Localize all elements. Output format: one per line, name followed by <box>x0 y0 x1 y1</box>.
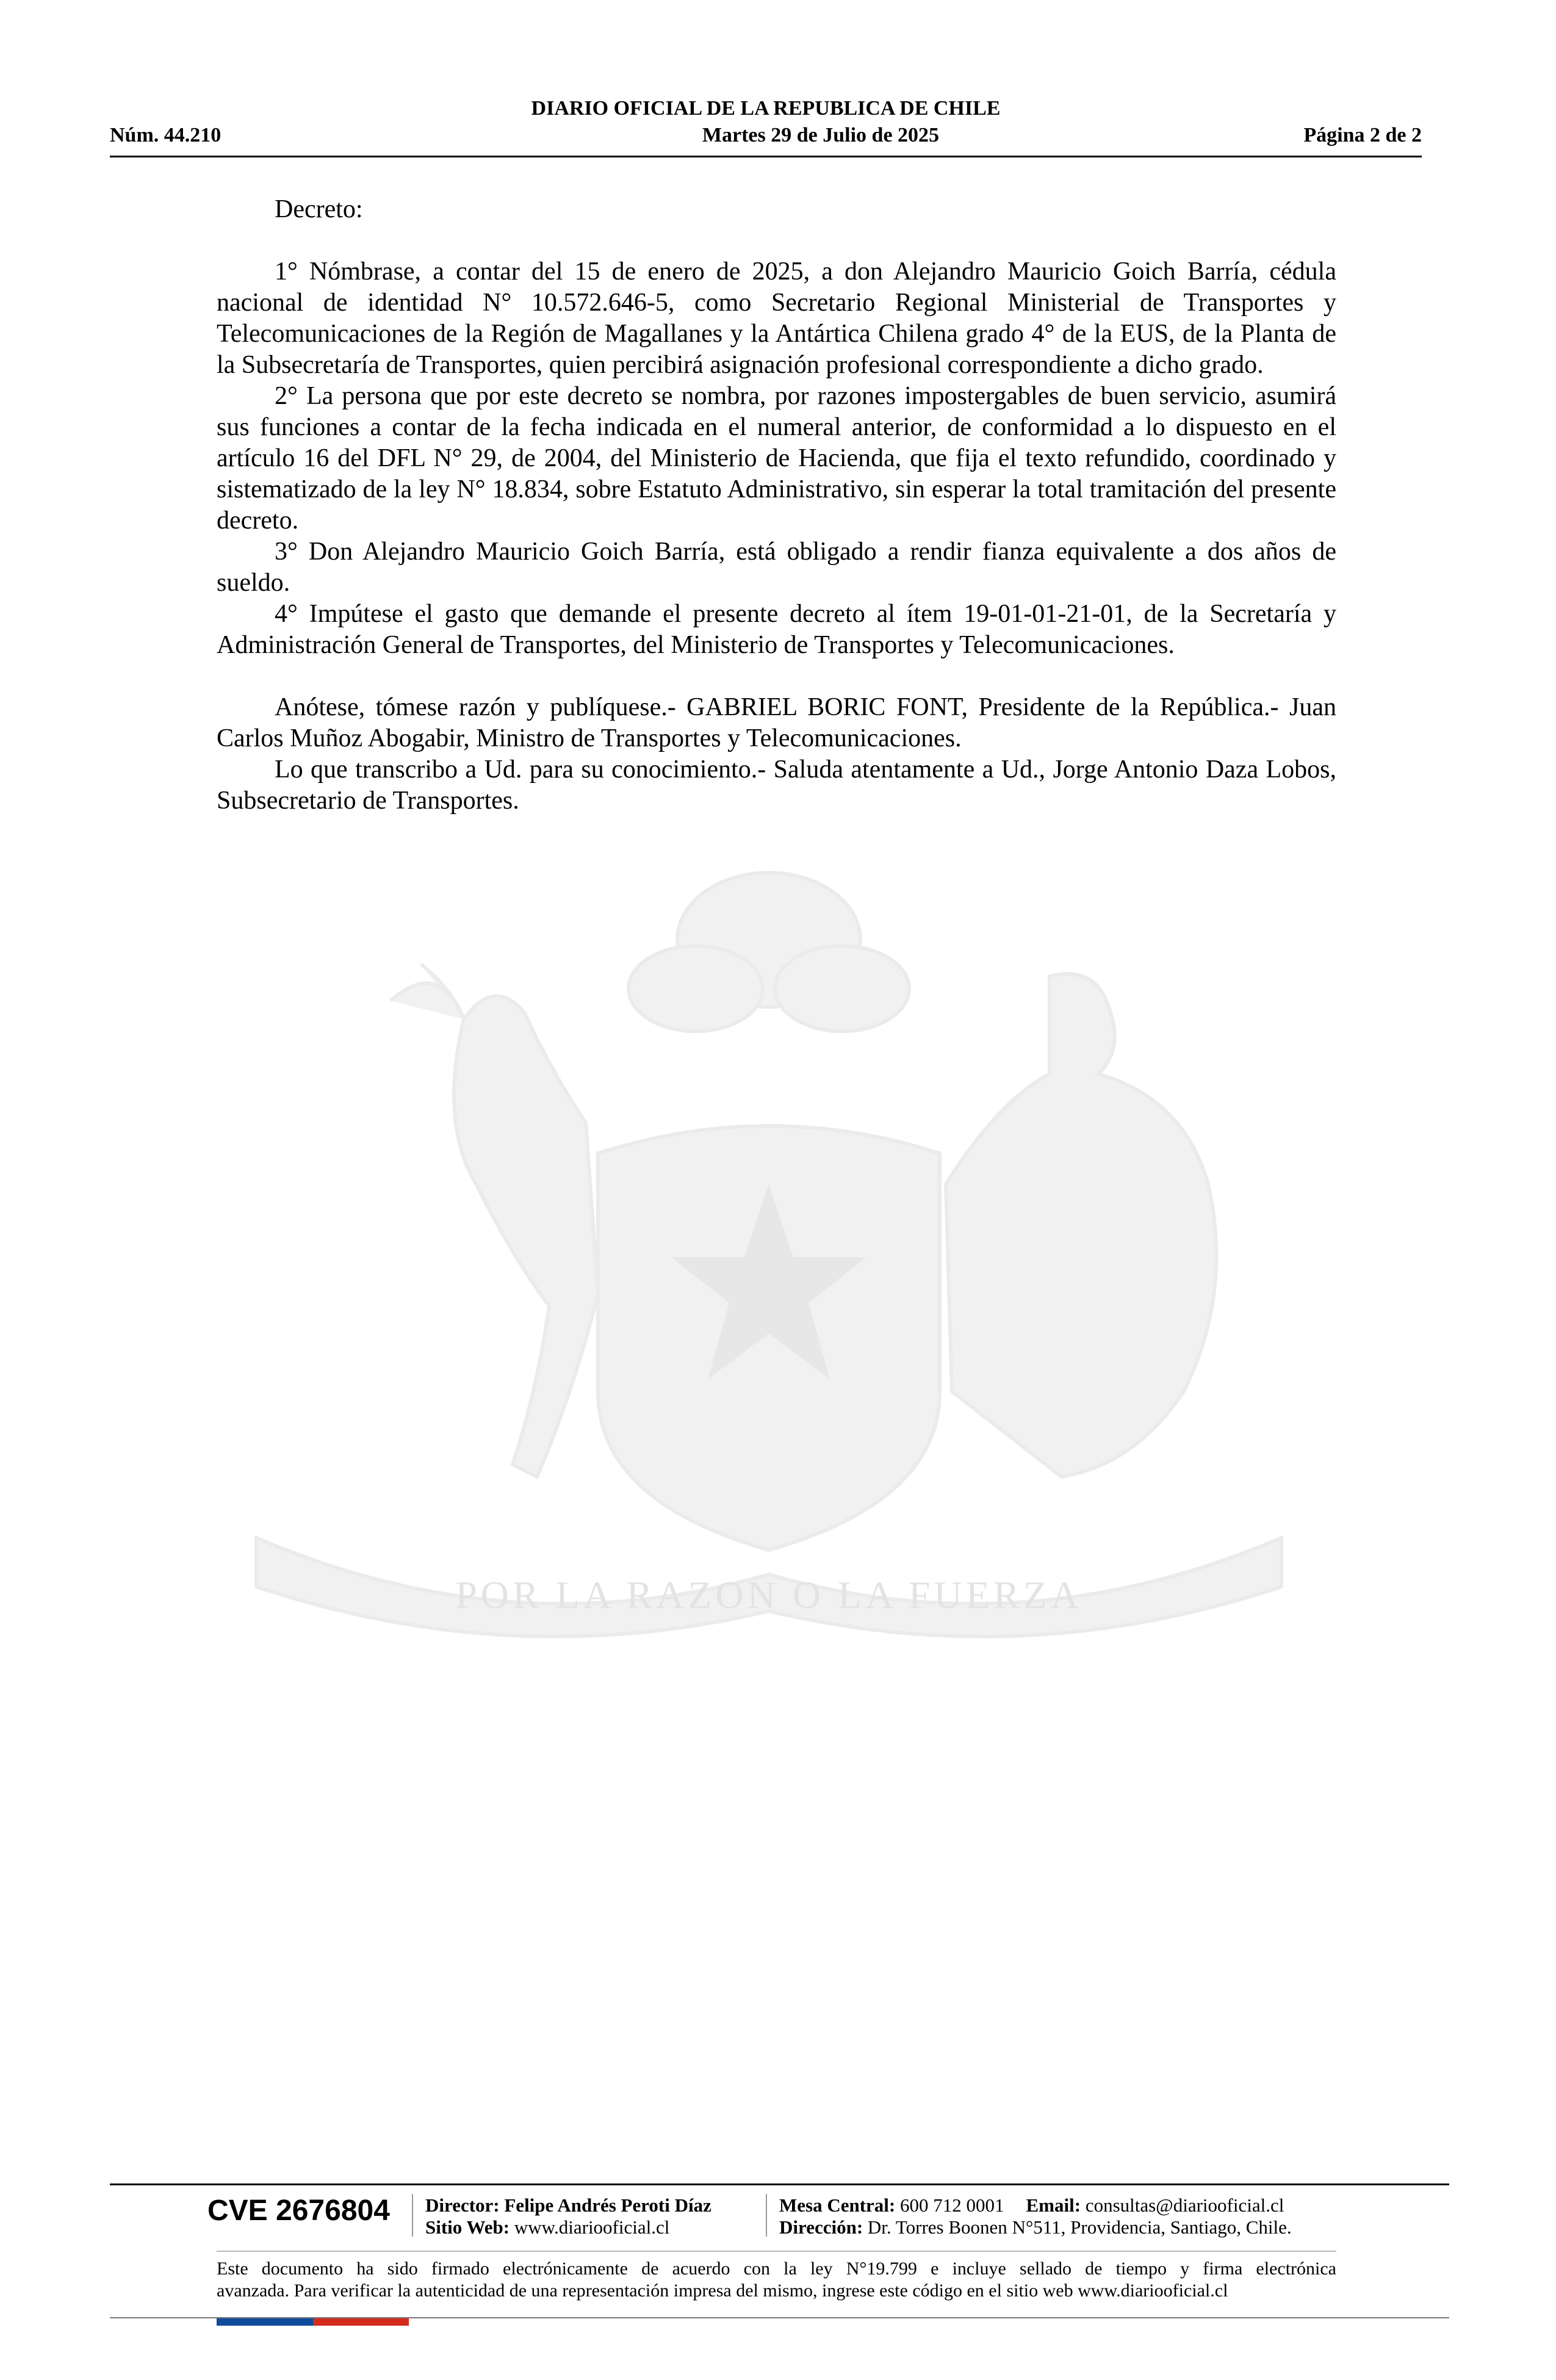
issue-number: Núm. 44.210 <box>110 124 222 146</box>
director-name: Felipe Andrés Peroti Díaz <box>504 2194 711 2216</box>
article-2: 2° La persona que por este decreto se nombra, por razones impostergables de buen servicio, asumirá sus funciones a contar de la fecha indicada en el numeral anterior, de conformidad a lo dispuesto en el artículo 16 del DFL N° 29, de 2004, del Ministerio de Hacienda, que fija el texto refundido, coordinado y sistematizado de la ley N° 18.834, sobre Estatuto Administrativo, sin esperar la total tramitación del presente decreto. <box>217 382 1336 535</box>
mesa-phone: 600 712 0001 <box>900 2194 1004 2216</box>
signature-paragraph: Anótese, tómese razón y publíquese.- GABRIEL BORIC FONT, Presidente de la República.- Juan Carlos Muñoz Abogabir, Ministro de Transportes y Telecomunicaciones. <box>217 693 1336 752</box>
cve-code: CVE 2676804 <box>207 2194 390 2227</box>
address-label: Dirección: <box>779 2216 863 2238</box>
signature-note <box>217 2258 1336 2302</box>
watermark-motto: POR LA RAZON O LA FUERZA <box>455 1573 1082 1617</box>
header-divider <box>110 156 1422 157</box>
flag-stripe-blue <box>217 2318 313 2326</box>
mesa-label: Mesa Central: <box>779 2194 896 2216</box>
footer-director-block <box>425 2194 711 2238</box>
footer-separator <box>412 2194 413 2237</box>
email-label: Email: <box>1026 2194 1081 2216</box>
director-label: Director: <box>425 2194 500 2216</box>
newspaper-title: DIARIO OFICIAL DE LA REPUBLICA DE CHILE <box>531 97 1001 120</box>
web-link[interactable]: www.diariooficial.cl <box>514 2216 670 2238</box>
address-value: Dr. Torres Boonen N°511, Providencia, Santiago, Chile. <box>867 2216 1292 2238</box>
page-number: Página 2 de 2 <box>1303 124 1422 146</box>
signature-note-line1: Este documento ha sido firmado electrónicamente de acuerdo con la ley N°19.799 e incluye sellado de tiempo y firma electrónica <box>217 2259 1336 2279</box>
signature-note-line2: avanzada. Para verificar la autenticidad de una representación impresa del mismo, ingrese este código en el sitio web www.diariooficial.cl <box>217 2281 1228 2301</box>
footer-divider-mid <box>217 2251 1336 2252</box>
issue-date: Martes 29 de Julio de 2025 <box>702 124 940 146</box>
article-3: 3° Don Alejandro Mauricio Goich Barría, está obligado a rendir fianza equivalente a dos años de sueldo. <box>217 538 1336 597</box>
footer-contact-block <box>779 2194 1292 2238</box>
footer-separator <box>766 2194 767 2237</box>
footer-divider-top <box>110 2183 1449 2185</box>
chile-coat-of-arms-watermark-icon <box>207 867 1330 1672</box>
flag-stripe-red <box>313 2318 409 2326</box>
decree-body <box>217 194 1336 817</box>
article-4: 4° Impútese el gasto que demande el presente decreto al ítem 19-01-01-21-01, de la Secretaría y Administración General de Transportes, del Ministerio de Transportes y Telecomunicaciones. <box>217 600 1336 659</box>
web-label: Sitio Web: <box>425 2216 510 2238</box>
article-1: 1° Nómbrase, a contar del 15 de enero de 2025, a don Alejandro Mauricio Goich Barría, cédula nacional de identidad N° 10.572.646-5, como Secretario Regional Ministerial de Transportes y Telecomunicaciones de la Región de Magallanes y la Antártica Chilena grado 4° de la EUS, de la Planta de la Subsecretaría de Transportes, quien percibirá asignación profesional correspondiente a dicho grado. <box>217 258 1336 379</box>
closing-paragraph: Lo que transcribo a Ud. para su conocimiento.- Saluda atentamente a Ud., Jorge Antonio Daza Lobos, Subsecretario de Transportes. <box>217 755 1336 815</box>
decreto-heading: Decreto: <box>275 195 363 223</box>
email-link[interactable]: consultas@diariooficial.cl <box>1085 2194 1284 2216</box>
